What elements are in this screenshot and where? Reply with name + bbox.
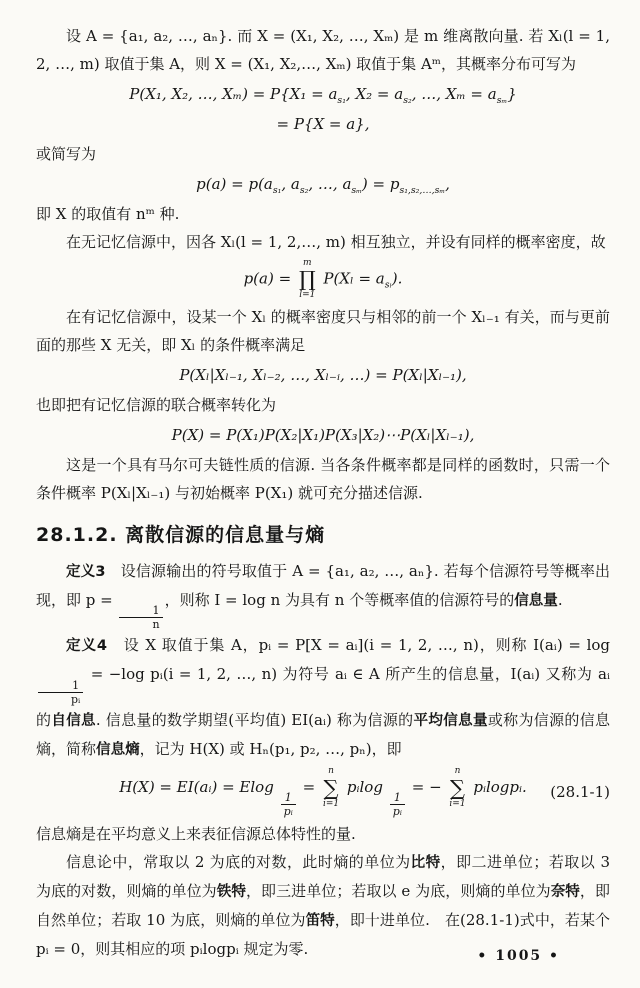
formula-product: p(a) = m ∏ l=1 $P(X_l = a_{s_l})$.	[243, 258, 403, 301]
entropy-equation-body: H(X) = EI(aᵢ) = Elog $\frac{1}{\text{pᵢ}}$ = n ∑ i=1 pᵢlog $\frac{1}{\text{pᵢ}}$ = − n ∑ i=1 pᵢlogpᵢ.	[119, 766, 527, 819]
definition-4-paragraph: 定义4 设 X 取值于集 A，pᵢ = P[X = aᵢ](i = 1, 2, …, n)，则称 I(aᵢ) = log $\frac{1}{\text{pᵢ}}$ = −log pᵢ(i = 1, 2, …, n) 为符号 aᵢ ∈ A 所产生的信息量，I(aᵢ) 又称为 aᵢ 的自信息. 信息量的数学期望(平均值) EI(aᵢ) 称为信源的平均信息量或称为信源的信息熵，简称信息熵，记为 H(X) 或 Hₙ(p₁, p₂, …, pₙ)，即	[36, 636, 611, 759]
text-joint-conversion: 也即把有记忆信源的联合概率转化为	[36, 395, 277, 414]
markov-property-paragraph: 这是一个具有马尔可夫链性质的信源. 当各条件概率都是同样的函数时，只需一个条件概率 P(Xₗ|Xₗ₋₁) 与初始概率 P(X₁) 就可充分描述信源.	[36, 455, 610, 502]
formula-entropy	[36, 766, 610, 818]
equation-number: (28.1-1)	[550, 783, 610, 802]
memory-source-paragraph: 在有记忆信源中，设某一个 Xₗ 的概率密度只与相邻的前一个 Xₗ₋₁ 有关，而与更前面的那些 X 无关，即 Xₗ 的条件概率满足	[36, 307, 610, 354]
text-or-abbreviated: 或简写为	[36, 145, 97, 163]
formula-markov-chain: P(X) = P(X₁)P(X₂|X₁)P(X₃|X₂)⋯P(Xₗ|Xₗ₋₁),	[171, 425, 475, 444]
formula-abbreviated-probability: $p(a) = p(a_{s_1}$, $a_{s_2}$, …, $a_{s_m}) = p_{s_1,s_2,\dots,s_m}$,	[196, 175, 450, 196]
memoryless-source-paragraph: 在无记忆信源中，因各 Xₗ(l = 1, 2,…, m) 相互独立，并设有同样的概率密度，故	[66, 233, 606, 251]
section-heading: 28.1.2. 离散信源的信息量与熵	[36, 523, 326, 546]
page-number: • 1005 •	[477, 948, 560, 964]
formula-joint-probability-line2: = P{X = a},	[276, 115, 370, 133]
intro-paragraph: 设 A = {a₁, a₂, …, aₙ}. 而 X = (X₁, X₂, …, Xₘ) 是 m 维离散向量. 若 Xₗ(l = 1, 2, …, m) 取值于集 A，则 X = (X₁, X₂,…, Xₘ) 取值于集 Aᵐ，其概率分布可写为	[36, 27, 610, 73]
definition-3-paragraph: 定义3 设信源输出的符号取值于 A = {a₁, a₂, …, aₙ}. 若每个信源符号等概率出现，即 p = $\frac{1}{n}$ ，则称 I = log n 为具有 n 个等概率值的信源符号的信息量.	[36, 561, 610, 632]
text-entropy-meaning: 信息熵是在平均意义上来表征信源总体特性的量.	[36, 825, 356, 844]
entropy-units-paragraph: 信息论中，常取以 2 为底的对数，此时熵的单位为比特，即二进单位；若取以 3 为底的对数，则熵的单位为铁特，即三进单位；若取以 e 为底，则熵的单位为奈特，即自然单位；若取 10 为底，则熵的单位为笛特，即十进单位. 在(28.1-1)式中，若某个 pᵢ = 0，则其相应的项 pᵢlogpᵢ 规定为零.	[36, 853, 611, 959]
formula-conditional-probability: P(Xₗ|Xₗ₋₁, Xₗ₋₂, …, Xₗ₋ᵢ, …) = P(Xₗ|Xₗ₋₁),	[179, 365, 467, 384]
text-value-count: 即 X 的取值有 nᵐ 种.	[36, 205, 180, 223]
formula-joint-probability-line1: P(X₁, X₂, …, $X_m) = P\{X_1 = a_{s_1}$, $X_2 = a_{s_2}$, …, $X_m = a_{s_m}$}	[129, 85, 517, 106]
